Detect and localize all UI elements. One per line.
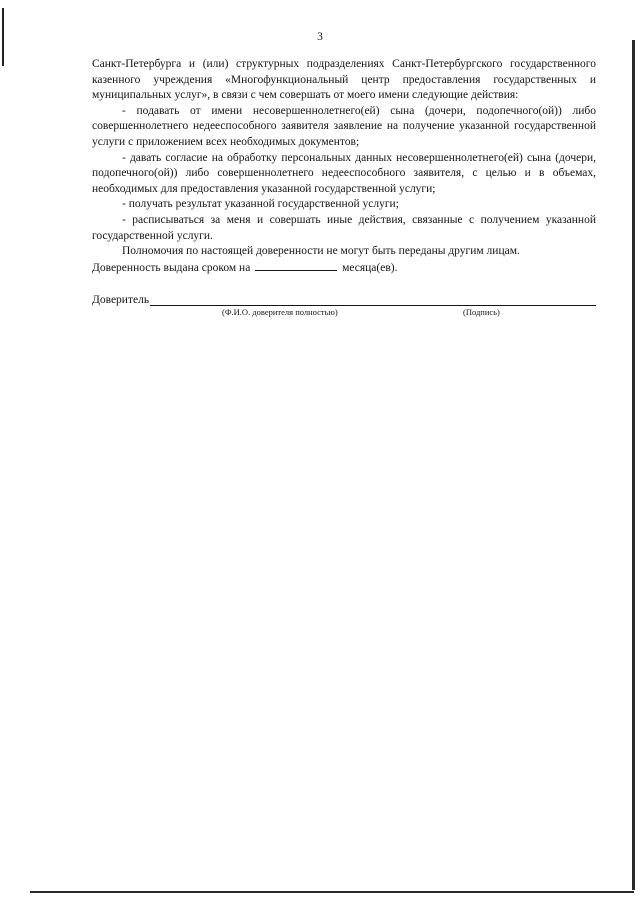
action-item-sign: - расписываться за меня и совершать иные действия, связанные с получением указанной государственной услуги.: [92, 213, 596, 242]
intro-paragraph: Санкт-Петербурга и (или) структурных подразделениях Санкт-Петербургского государственного казенного учреждения «Многофункциональный центр предоставления государственных и муниципальных услуг», в связи с чем совершать от моего имени следующие действия:: [92, 58, 596, 102]
fio-caption: (Ф.И.О. доверителя полностью): [222, 307, 338, 317]
no-transfer-paragraph: Полномочия по настоящей доверенности не могут быть переданы другим лицам.: [122, 245, 520, 258]
scan-edge-right: [632, 40, 635, 890]
action-item-submit: - подавать от имени несовершеннолетнего(ей) сына (дочери, подопечного(ой)) либо совершеннолетнего недееспособного заявителя заявление на получение указанной государственной услуги с приложением всех необходимых документов;: [92, 104, 596, 148]
sign-caption: (Подпись): [463, 307, 500, 317]
action-item-consent: - давать согласие на обработку персональных данных несовершеннолетнего(ей) сына (дочери, подопечного(ой)) либо совершеннолетнего недееспособного заявителя, с целью и в объемах, необходимых для предоставления указанной государственной услуги;: [92, 151, 596, 195]
scan-edge-bottom: [30, 891, 634, 893]
document-body: [92, 57, 596, 276]
signature-row: [92, 294, 596, 306]
term-suffix: месяца(ев).: [342, 261, 398, 274]
term-prefix: Доверенность выдана сроком на: [92, 261, 251, 274]
term-line: [92, 260, 596, 277]
signature-label: Доверитель: [92, 294, 150, 306]
signature-line: [150, 295, 596, 306]
action-item-receive: - получать результат указанной государственной услуги;: [122, 198, 399, 211]
page-number: 3: [317, 31, 323, 43]
term-blank: [255, 260, 337, 271]
